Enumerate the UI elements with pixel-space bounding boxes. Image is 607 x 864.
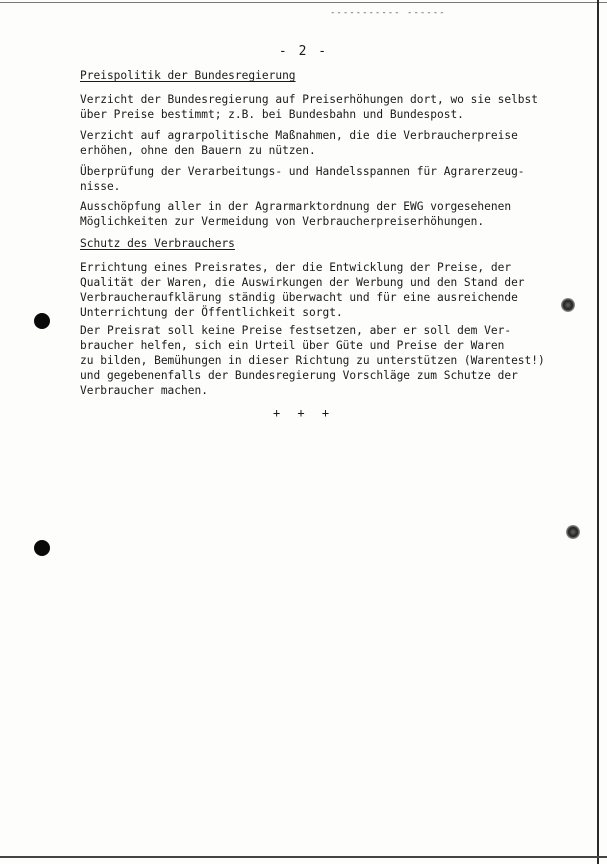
scan-artifact-marks: ----------- ------ <box>330 8 446 18</box>
scan-edge-bottom <box>0 856 607 858</box>
paragraph: Der Preisrat soll keine Preise festsetzen, aber er soll dem Ver- braucher helfen, sich ein Urteil über Güte und Preise der Waren zu bilden, Bemühungen in dieser Richtung zu unterstützen (Warentest!) und gegebenenfalls der Bundesregierung Vorschläge zum Schutze der Verbraucher machen. <box>80 324 545 397</box>
scan-speck-icon <box>566 525 580 539</box>
scan-speck-icon <box>561 298 575 312</box>
punch-hole-icon <box>34 313 50 329</box>
paragraph: Verzicht der Bundesregierung auf Preiserhöhungen dort, wo sie selbst über Preise bestimmt; z.B. bei Bundesbahn und Bundespost. <box>80 93 539 121</box>
paragraph: Verzicht auf agrarpolitische Maßnahmen, die die Verbraucherpreise erhöhen, ohne den Bauern zu nützen. <box>80 129 518 157</box>
page-number: - 2 - <box>278 44 329 59</box>
scan-edge-top <box>0 2 607 3</box>
section-heading-schutz: Schutz des Verbrauchers <box>80 237 235 250</box>
section-heading-preispolitik: Preispolitik der Bundesregierung <box>80 69 296 82</box>
end-mark: + + + <box>272 406 335 420</box>
paragraph: Errichtung eines Preisrates, der die Entwicklung der Preise, der Qualität der Waren, die Auswirkungen der Werbung und den Stand der Verbraucheraufklärung ständig überwacht und für eine ausreichende Unterrichtung der Öffentlichkeit sorgt. <box>80 261 525 319</box>
paragraph: Überprüfung der Verarbeitungs- und Handelsspannen für Agrarerzeug- nisse. <box>80 165 525 193</box>
paragraph: Ausschöpfung aller in der Agrarmarktordnung der EWG vorgesehenen Möglichkeiten zur Vermeidung von Verbraucherpreiserhöhungen. <box>80 200 512 228</box>
scan-edge-right <box>597 0 599 864</box>
punch-hole-icon <box>34 540 50 556</box>
